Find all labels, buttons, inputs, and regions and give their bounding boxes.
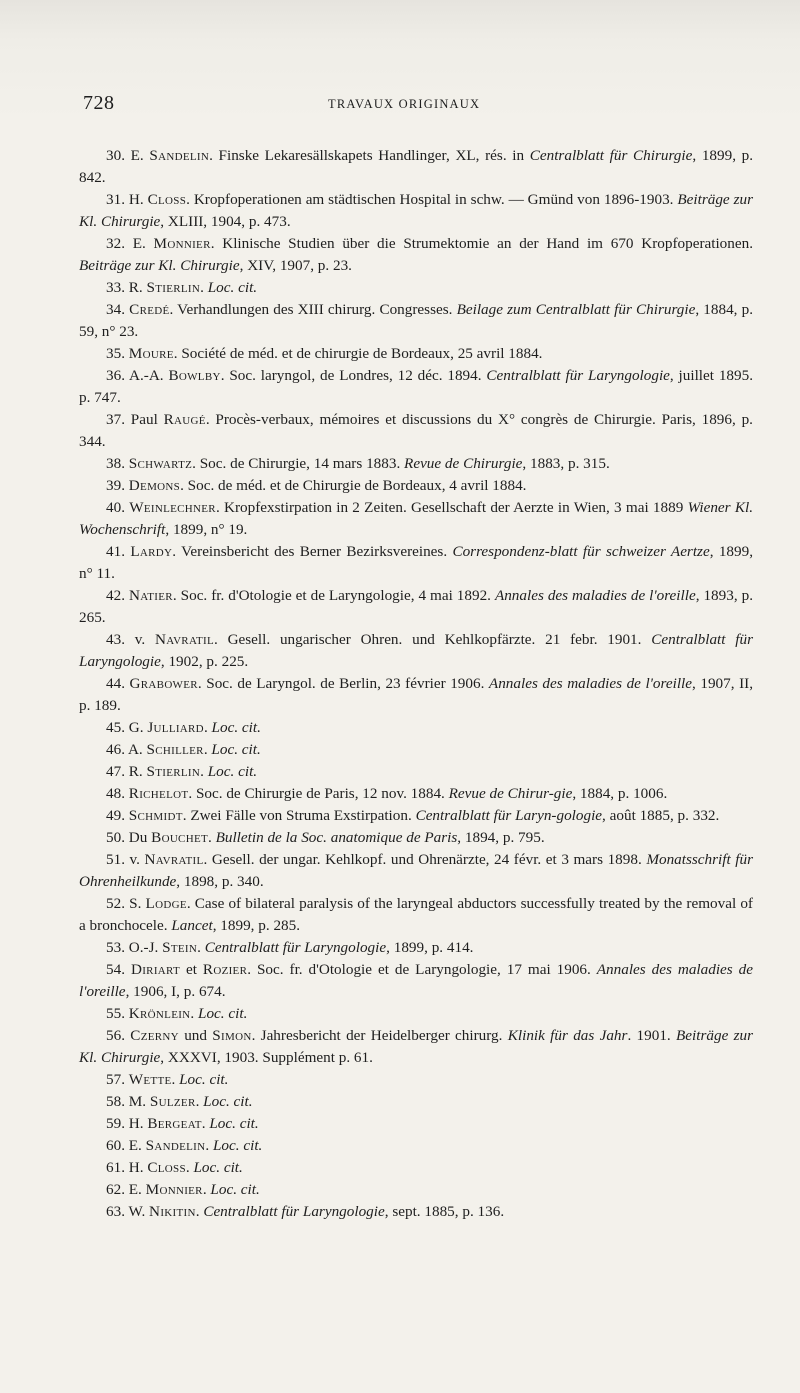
journal-title: Centralblatt für Laryngologie (204, 939, 387, 956)
reference-number: 63. (106, 1203, 125, 1220)
reference-text: . (190, 1005, 199, 1022)
reference-number: 58. (106, 1093, 125, 1110)
reference-number: 43. (106, 631, 125, 648)
reference-number: 54. (106, 961, 125, 978)
journal-title: Beiträge zur Kl. Chirurgie (79, 257, 240, 274)
reference-number: 33. (106, 279, 125, 296)
reference-number: 40. (106, 499, 125, 516)
reference-text: . (201, 1115, 210, 1132)
journal-title: Monatsschrift für Ohrenheilkunde (79, 851, 753, 890)
journal-title: Loc. cit. (209, 1115, 259, 1132)
author-name: Stein (162, 939, 198, 956)
reference-text: . Soc. de méd. et de Chirurgie de Bordeaux, 4 avril 1884. (180, 477, 527, 494)
reference-text: . (202, 1181, 211, 1198)
author-name: Sandelin (149, 147, 210, 164)
reference-text: . (200, 763, 208, 780)
reference-text: . Soc. de Chirurgie, 14 mars 1883. (192, 455, 405, 472)
author-name: Krönlein (128, 1005, 191, 1022)
journal-title: Correspondenz-blatt für schweizer Aertze (452, 543, 710, 560)
reference-entry (79, 761, 753, 783)
reference-entry (79, 805, 753, 827)
journal-title: Centralblatt für Laryn-gologie (415, 807, 603, 824)
reference-text: . (195, 1093, 204, 1110)
reference-number: 48. (106, 785, 125, 802)
reference-text: , 1899, p. 285. (212, 917, 301, 934)
reference-number: 47. (106, 763, 125, 780)
reference-text: G. (124, 719, 148, 736)
journal-title: Revue de Chirur-gie (448, 785, 573, 802)
reference-text: , 1899, n° 11. (79, 543, 754, 582)
reference-list (79, 145, 753, 1223)
reference-entry (79, 453, 753, 475)
page-number: 728 (83, 92, 115, 114)
reference-text: , 1907, II, p. 189. (79, 675, 753, 714)
author-name: Diriart (130, 961, 181, 978)
reference-text: , 1894, p. 795. (457, 829, 545, 846)
author-name: Schmidt (128, 807, 183, 824)
reference-number: 55. (106, 1005, 125, 1022)
reference-number: 49. (106, 807, 125, 824)
journal-title: Loc. cit. (212, 1137, 263, 1154)
reference-number: 52. (106, 895, 125, 912)
journal-title: Loc. cit. (207, 279, 258, 296)
reference-text: E. (124, 1137, 146, 1154)
reference-text: Du (124, 829, 152, 846)
reference-text: . Kropfoperationen am städtischen Hospital in schw. — Gmünd von 1896-1903. (186, 191, 678, 208)
reference-text: . Soc. fr. d'Otologie et de Laryngologie, 4 mai 1892. (172, 587, 495, 604)
reference-entry (79, 585, 753, 629)
reference-entry (79, 541, 753, 585)
reference-text: . Société de méd. et de chirurgie de Bordeaux, 25 avril 1884. (173, 345, 543, 362)
reference-entry (79, 1091, 753, 1113)
journal-title: Klinik für das Jahr (507, 1027, 628, 1044)
author-name: Nikitin (149, 1203, 196, 1220)
reference-text: . Soc. de Laryngol. de Berlin, 23 février 1906. (197, 675, 489, 692)
author-name: Credé (129, 301, 170, 318)
reference-text: . (203, 719, 212, 736)
journal-title: Wiener Kl. Wochenschrift (79, 499, 753, 538)
reference-entry (79, 409, 753, 453)
journal-title: Revue de Chirurgie (404, 455, 523, 472)
journal-title: Loc. cit. (210, 1181, 260, 1198)
reference-text: H. (124, 1159, 148, 1176)
reference-text: . Zwei Fälle von Struma Exstirpation. (182, 807, 416, 824)
reference-number: 31. (106, 191, 125, 208)
reference-text: , 1899, p. 414. (386, 939, 474, 956)
author-name: Closs (147, 1159, 186, 1176)
author-name: Czerny (130, 1027, 179, 1044)
reference-number: 45. (106, 719, 125, 736)
journal-title: Beiträge zur Kl. Chirurgie (79, 191, 753, 230)
author-name: Simon (212, 1027, 252, 1044)
author-name: Stierlin (146, 763, 201, 780)
reference-number: 53. (106, 939, 125, 956)
reference-text: v. (124, 631, 155, 648)
reference-text: . Soc. laryngol, de Londres, 12 déc. 1894. (220, 367, 487, 384)
reference-text: E. (124, 1181, 146, 1198)
reference-entry (79, 629, 753, 673)
reference-number: 41. (106, 543, 125, 560)
author-name: Weinlechner (129, 499, 216, 516)
reference-entry (79, 277, 753, 299)
reference-number: 46. (106, 741, 125, 758)
reference-entry (79, 1201, 753, 1223)
author-name: Lodge (145, 895, 187, 912)
reference-entry (79, 1069, 753, 1091)
author-name: Sulzer (149, 1093, 196, 1110)
reference-entry (79, 827, 753, 849)
journal-title: Loc. cit. (211, 719, 261, 736)
reference-text: , 1883, p. 315. (522, 455, 610, 472)
reference-number: 35. (106, 345, 125, 362)
reference-text: et (180, 961, 203, 978)
reference-text: Paul (124, 411, 164, 428)
reference-text: , 1884, p. 1006. (572, 785, 668, 802)
journal-title: Loc. cit. (193, 1159, 243, 1176)
reference-text: . (203, 741, 212, 758)
author-name: Moure (128, 345, 174, 362)
author-name: Monnier (145, 1181, 203, 1198)
reference-text: . (185, 1159, 194, 1176)
reference-number: 37. (106, 411, 125, 428)
reference-text: . Vereinsbericht des Berner Bezirksvereines. (172, 543, 453, 560)
reference-text: H. (124, 191, 148, 208)
author-name: Closs (147, 191, 187, 208)
reference-number: 39. (106, 477, 125, 494)
author-name: Bowlby (168, 367, 221, 384)
reference-text: . Gesell. ungarischer Ohren. und Kehlkopfärzte. 21 febr. 1901. (213, 631, 652, 648)
reference-text: . 1901. (627, 1027, 677, 1044)
journal-title: Loc. cit. (207, 763, 258, 780)
author-name: Bouchet (151, 829, 208, 846)
author-name: Navratil (154, 631, 214, 648)
journal-title: Centralblatt für Laryngologie (486, 367, 670, 384)
reference-text: . Finske Lekaresällskapets Handlinger, XL, rés. in (209, 147, 530, 164)
journal-title: Centralblatt für Chirurgie (529, 147, 693, 164)
reference-entry (79, 959, 753, 1003)
reference-entry (79, 849, 753, 893)
reference-entry (79, 233, 753, 277)
reference-text: v. (124, 851, 145, 868)
reference-entry (79, 673, 753, 717)
reference-text: O.-J. (124, 939, 163, 956)
reference-number: 36. (106, 367, 125, 384)
reference-text: , XLIII, 1904, p. 473. (160, 213, 291, 230)
journal-title: Loc. cit. (203, 1093, 253, 1110)
reference-number: 34. (106, 301, 125, 318)
reference-entry (79, 299, 753, 343)
reference-text: , 1898, p. 340. (176, 873, 264, 890)
reference-text: A.-A. (124, 367, 169, 384)
reference-text: E. (124, 147, 150, 164)
author-name: Schwartz (128, 455, 193, 472)
reference-entry (79, 893, 753, 937)
reference-entry (79, 1179, 753, 1201)
reference-text: , juillet 1895. p. 747. (79, 367, 753, 406)
author-name: Demons (128, 477, 181, 494)
reference-text: W. (124, 1203, 150, 1220)
reference-text: . Soc. fr. d'Otologie et de Laryngologie, 17 mai 1906. (247, 961, 597, 978)
reference-text: . Soc. de Chirurgie de Paris, 12 nov. 1884. (188, 785, 449, 802)
reference-number: 56. (106, 1027, 125, 1044)
reference-text: , 1893, p. 265. (79, 587, 753, 626)
reference-entry (79, 497, 753, 541)
reference-entry (79, 1157, 753, 1179)
reference-number: 44. (106, 675, 125, 692)
journal-title: Loc. cit. (179, 1071, 229, 1088)
author-name: Monnier (153, 235, 211, 252)
reference-text: M. (124, 1093, 150, 1110)
reference-number: 57. (106, 1071, 125, 1088)
reference-entry (79, 1113, 753, 1135)
reference-text: , 1902, p. 225. (160, 653, 249, 670)
reference-text: . Gesell. der ungar. Kehlkopf. und Ohrenärzte, 24 févr. et 3 mars 1898. (203, 851, 647, 868)
reference-text: , 1906, I, p. 674. (125, 983, 226, 1000)
reference-entry (79, 1003, 753, 1025)
journal-title: Beilage zum Centralblatt für Chirurgie (456, 301, 696, 318)
author-name: Rozier (202, 961, 248, 978)
reference-text: . (207, 829, 216, 846)
reference-entry (79, 717, 753, 739)
author-name: Navratil (144, 851, 204, 868)
reference-entry (79, 475, 753, 497)
reference-text: . (197, 939, 205, 956)
reference-text: , 1884, p. 59, n° 23. (79, 301, 753, 340)
reference-text: . Kropfexstirpation in 2 Zeiten. Gesellschaft der Aerzte in Wien, 3 mai 1889 (215, 499, 688, 516)
reference-number: 32. (106, 235, 125, 252)
journal-title: Loc. cit. (211, 741, 261, 758)
author-name: Stierlin (146, 279, 201, 296)
journal-title: Loc. cit. (198, 1005, 248, 1022)
journal-title: Bulletin de la Soc. anatomique de Paris (215, 829, 458, 846)
reference-text: R. (124, 763, 147, 780)
reference-text: H. (124, 1115, 148, 1132)
author-name: Sandelin (145, 1137, 206, 1154)
reference-entry (79, 343, 753, 365)
reference-text: . (195, 1203, 204, 1220)
reference-number: 50. (106, 829, 125, 846)
reference-number: 61. (106, 1159, 125, 1176)
running-head: TRAVAUX ORIGINAUX (328, 97, 481, 111)
author-name: Wette (128, 1071, 172, 1088)
reference-entry (79, 145, 753, 189)
reference-number: 42. (106, 587, 125, 604)
author-name: Grabower (129, 675, 198, 692)
journal-title: Lancet (171, 917, 213, 934)
reference-text: . (200, 279, 208, 296)
reference-text: . (171, 1071, 180, 1088)
reference-text: . Klinische Studien über die Strumektomie an der Hand im 670 Kropfoperationen. (210, 235, 754, 252)
reference-number: 38. (106, 455, 125, 472)
reference-entry (79, 739, 753, 761)
reference-text: , sept. 1885, p. 136. (384, 1203, 505, 1220)
reference-text: , XIV, 1907, p. 23. (239, 257, 352, 274)
reference-text: E. (124, 235, 154, 252)
reference-number: 60. (106, 1137, 125, 1154)
reference-text: . Procès-verbaux, mémoires et discussions du X° congrès de Chirurgie. Paris, 1896, p. 344. (79, 411, 753, 450)
reference-text: A. (124, 741, 147, 758)
reference-text: , 1899, n° 19. (165, 521, 248, 538)
reference-entry (79, 1025, 753, 1069)
journal-title: Annales des maladies de l'oreille (494, 587, 696, 604)
reference-number: 51. (106, 851, 125, 868)
reference-entry (79, 937, 753, 959)
reference-entry (79, 783, 753, 805)
reference-text: . (205, 1137, 213, 1154)
journal-title: Annales des maladies de l'oreille (79, 961, 753, 1000)
reference-number: 59. (106, 1115, 125, 1132)
author-name: Bergeat (147, 1115, 202, 1132)
reference-text: S. (124, 895, 146, 912)
reference-text: , XXXVI, 1903. Supplément p. 61. (160, 1049, 373, 1066)
journal-title: Centralblatt für Laryngologie (79, 631, 753, 670)
journal-title: Beiträge zur Kl. Chirurgie (79, 1027, 754, 1066)
reference-text: , août 1885, p. 332. (602, 807, 720, 824)
reference-entry (79, 365, 753, 409)
reference-text: R. (124, 279, 147, 296)
reference-number: 62. (106, 1181, 125, 1198)
reference-text: und (178, 1027, 213, 1044)
reference-entry (79, 189, 753, 233)
page-header (83, 92, 743, 122)
author-name: Julliard (147, 719, 204, 736)
author-name: Lardy (130, 543, 173, 560)
reference-text: . Case of bilateral paralysis of the laryngeal abductors successfully treated by the removal of a bronchocele. (79, 895, 753, 934)
reference-number: 30. (106, 147, 125, 164)
author-name: Raugé (163, 411, 206, 428)
author-name: Natier (128, 587, 173, 604)
reference-text: . Verhandlungen des XIII chirurg. Congresses. (169, 301, 457, 318)
author-name: Schiller (146, 741, 204, 758)
journal-title: Annales des maladies de l'oreille (488, 675, 693, 692)
reference-text: . Jahresbericht der Heidelberger chirurg. (251, 1027, 508, 1044)
reference-entry (79, 1135, 753, 1157)
author-name: Richelot (128, 785, 189, 802)
journal-title: Centralblatt für Laryngologie (203, 1203, 385, 1220)
reference-text: , 1899, p. 842. (79, 147, 754, 186)
